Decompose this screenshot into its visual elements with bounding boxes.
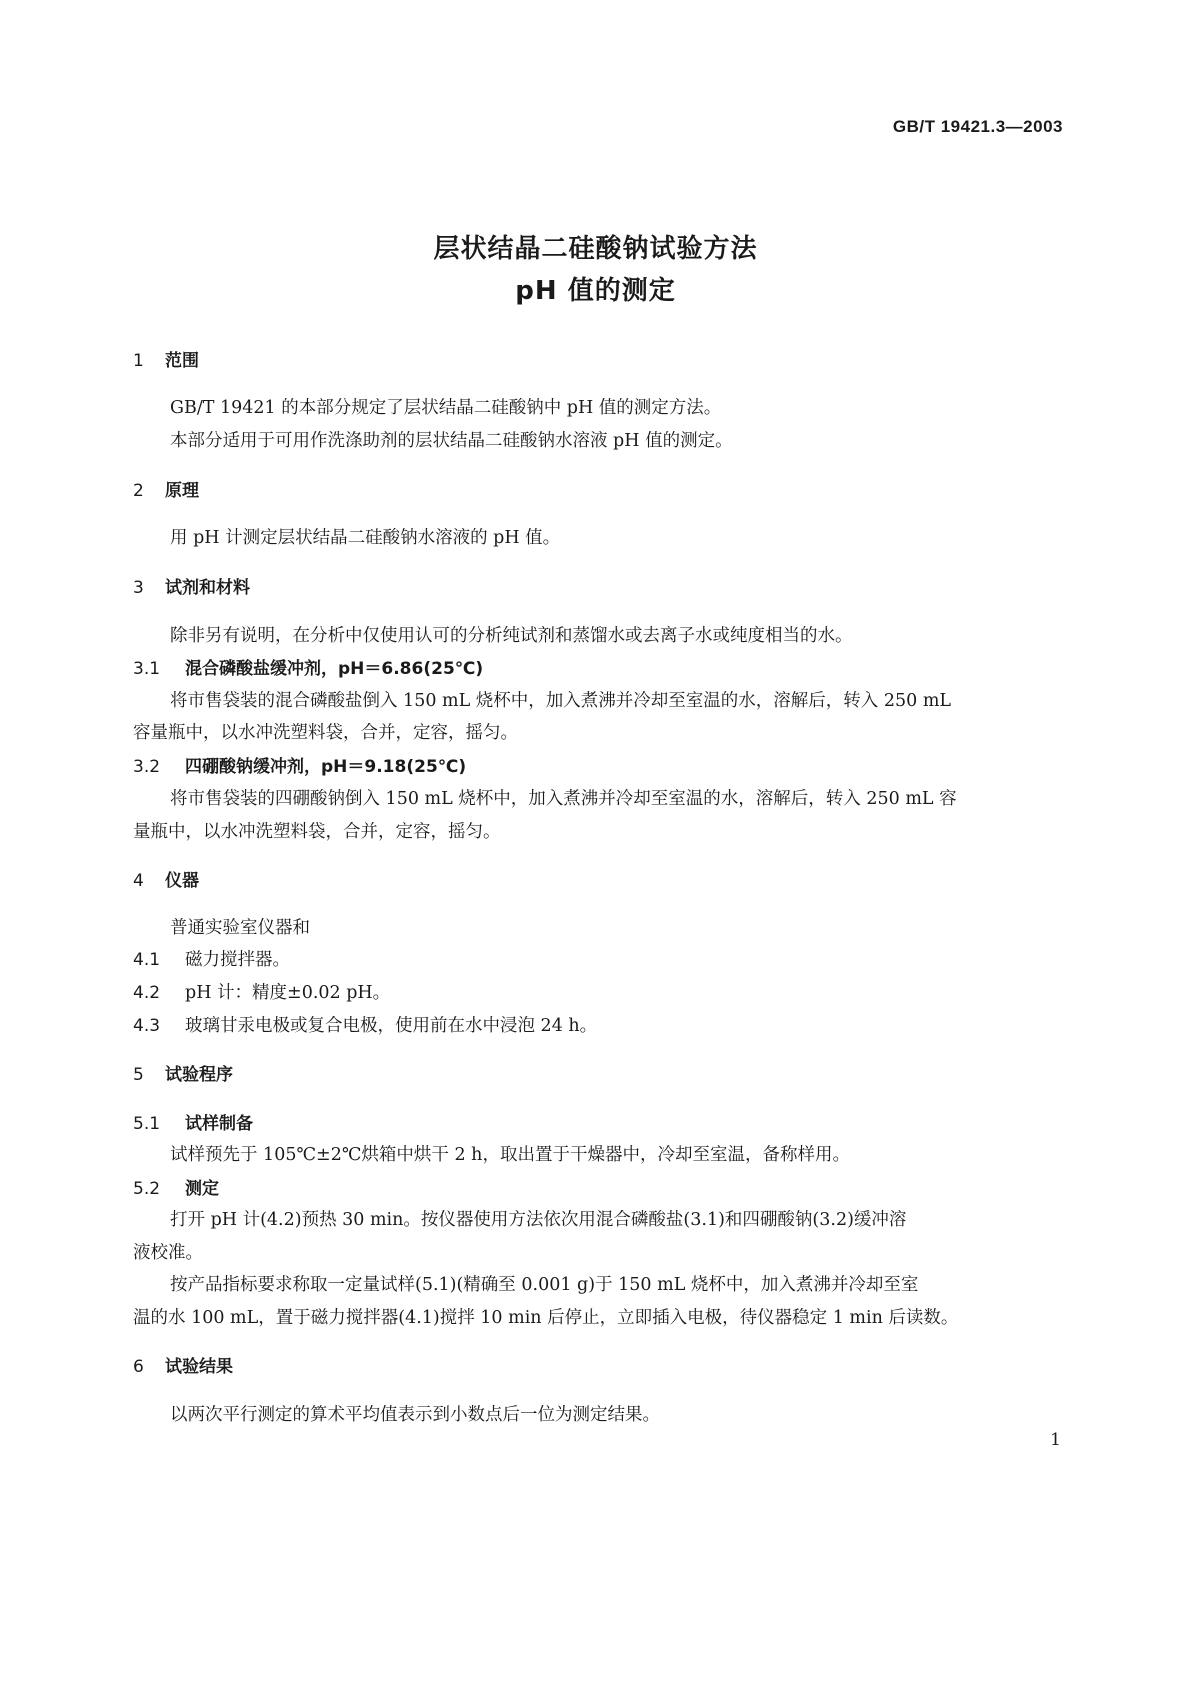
list-item	[133, 1012, 597, 1037]
paragraph: 量瓶中，以水冲洗塑料袋，合并，定容，摇匀。	[133, 822, 501, 842]
section-title: 仪器	[165, 871, 199, 891]
subsection-title: 测定	[185, 1179, 219, 1199]
section-number: 6	[133, 1357, 144, 1377]
section-number: 1	[133, 351, 144, 371]
document-subtitle: pH 值的测定	[515, 276, 676, 306]
item-number: 4.3	[133, 1016, 161, 1036]
item-text: pH 计：精度±0.02 pH。	[185, 983, 391, 1003]
subsection-title: 混合磷酸盐缓冲剂，pH＝6.86(25℃)	[185, 659, 484, 679]
paragraph: 试样预先于 105℃±2℃烘箱中烘干 2 h，取出置于干燥器中，冷却至室温，备称样用。	[170, 1145, 850, 1165]
subsection-5-1-heading	[133, 1109, 253, 1134]
subsection-3-1-heading	[133, 654, 483, 679]
subsection-3-2-heading	[133, 752, 466, 777]
section-title: 范围	[165, 351, 199, 371]
paragraph: 以两次平行测定的算术平均值表示到小数点后一位为测定结果。	[170, 1405, 660, 1425]
item-number: 4.2	[133, 983, 161, 1003]
document-title: 层状结晶二硅酸钠试验方法	[433, 234, 758, 264]
section-2-heading	[133, 476, 199, 501]
section-number: 5	[133, 1065, 144, 1085]
paragraph: 液校准。	[133, 1243, 203, 1263]
paragraph: 温的水 100 mL，置于磁力搅拌器(4.1)搅拌 10 min 后停止，立即插入电极，待仪器稳定 1 min 后读数。	[133, 1308, 959, 1328]
standard-code: GB/T 19421.3—2003	[892, 117, 1063, 136]
section-title: 试验程序	[165, 1065, 233, 1085]
paragraph: 容量瓶中，以水冲洗塑料袋，合并，定容，摇匀。	[133, 723, 518, 743]
item-number: 4.1	[133, 950, 161, 970]
section-number: 3	[133, 578, 144, 598]
section-number: 2	[133, 481, 144, 501]
section-number: 4	[133, 871, 144, 891]
paragraph: 用 pH 计测定层状结晶二硅酸钠水溶液的 pH 值。	[170, 528, 561, 548]
list-item	[133, 979, 390, 1004]
subsection-number: 5.1	[133, 1114, 161, 1134]
subsection-title: 试样制备	[185, 1114, 253, 1134]
subsection-number: 3.1	[133, 659, 161, 679]
subsection-title: 四硼酸钠缓冲剂，pH＝9.18(25℃)	[185, 757, 467, 777]
subsection-5-2-heading	[133, 1174, 219, 1199]
paragraph: 将市售袋装的四硼酸钠倒入 150 mL 烧杯中，加入煮沸并冷却至室温的水，溶解后，转入 250 mL 容	[170, 789, 957, 809]
item-text: 磁力搅拌器。	[185, 950, 290, 970]
section-4-heading	[133, 866, 199, 891]
section-1-heading	[133, 346, 199, 371]
section-title: 试验结果	[165, 1357, 233, 1377]
paragraph: 普通实验室仪器和	[170, 918, 310, 938]
section-title: 试剂和材料	[165, 578, 250, 598]
paragraph: 本部分适用于可用作洗涤助剂的层状结晶二硅酸钠水溶液 pH 值的测定。	[170, 431, 733, 451]
paragraph: 除非另有说明，在分析中仅使用认可的分析纯试剂和蒸馏水或去离子水或纯度相当的水。	[170, 626, 853, 646]
paragraph: 按产品指标要求称取一定量试样(5.1)(精确至 0.001 g)于 150 mL 烧杯中，加入煮沸并冷却至室	[170, 1275, 919, 1295]
subsection-number: 3.2	[133, 757, 161, 777]
section-6-heading	[133, 1352, 233, 1377]
section-title: 原理	[165, 481, 199, 501]
page-number: 1	[1050, 1430, 1061, 1450]
paragraph: GB/T 19421 的本部分规定了层状结晶二硅酸钠中 pH 值的测定方法。	[170, 398, 722, 418]
section-5-heading	[133, 1060, 233, 1085]
item-text: 玻璃甘汞电极或复合电极，使用前在水中浸泡 24 h。	[185, 1016, 598, 1036]
list-item	[133, 946, 290, 971]
paragraph: 打开 pH 计(4.2)预热 30 min。按仪器使用方法依次用混合磷酸盐(3.1)和四硼酸钠(3.2)缓冲溶	[170, 1210, 907, 1230]
paragraph: 将市售袋装的混合磷酸盐倒入 150 mL 烧杯中，加入煮沸并冷却至室温的水，溶解后，转入 250 mL	[170, 691, 952, 711]
section-3-heading	[133, 573, 250, 598]
subsection-number: 5.2	[133, 1179, 161, 1199]
